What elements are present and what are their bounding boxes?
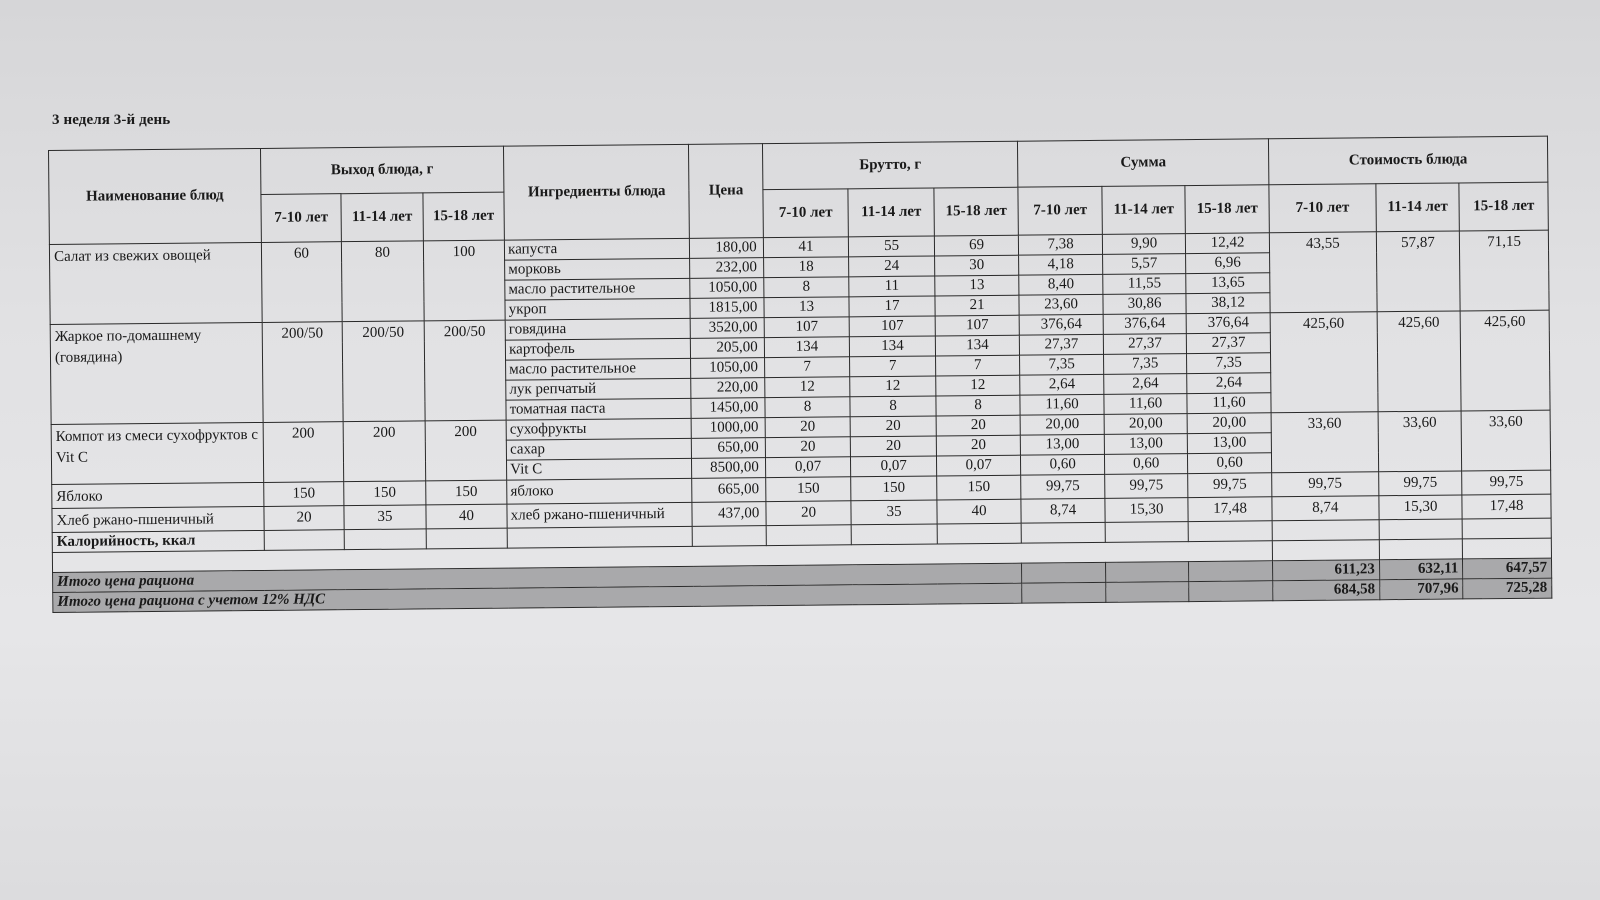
ingredient-brutto: 17 <box>849 296 935 317</box>
header-ingredients: Ингредиенты блюда <box>504 144 690 240</box>
ingredient-brutto: 69 <box>934 235 1019 256</box>
ingredient-brutto: 8 <box>765 397 851 418</box>
ingredient-sum: 5,57 <box>1102 254 1186 275</box>
total-value: 647,57 <box>1463 558 1552 579</box>
header-sum-age2: 11-14 лет <box>1102 186 1186 235</box>
ingredient-brutto: 21 <box>935 295 1020 316</box>
ingredient-price: 665,00 <box>692 478 766 503</box>
calories-cell <box>1021 522 1105 543</box>
ingredient-brutto: 20 <box>850 416 936 437</box>
ingredient-name: масло растительное <box>506 358 692 380</box>
ingredient-brutto: 107 <box>764 317 850 338</box>
ingredient-brutto: 20 <box>766 501 852 526</box>
dish-cost: 71,15 <box>1460 230 1549 311</box>
header-sum-age1: 7-10 лет <box>1018 186 1102 235</box>
ingredient-brutto: 107 <box>935 315 1020 336</box>
ingredient-sum: 7,35 <box>1103 354 1187 375</box>
dish-cost: 99,75 <box>1272 472 1379 497</box>
dish-name: Компот из смеси сухофруктов с Vit C <box>51 422 263 484</box>
ingredient-sum: 30,86 <box>1103 294 1187 315</box>
dish-cost: 17,48 <box>1462 494 1551 519</box>
total-label: Итого цена рациона <box>53 563 1023 592</box>
ingredient-brutto: 40 <box>937 499 1022 524</box>
header-output-age3: 15-18 лет <box>423 192 505 241</box>
dish-cost: 33,60 <box>1378 411 1462 472</box>
dish-cost: 425,60 <box>1460 310 1550 411</box>
ingredient-sum: 17,48 <box>1188 497 1272 522</box>
dish-output: 100 <box>423 240 505 321</box>
ingredient-sum: 2,64 <box>1020 374 1104 395</box>
ingredient-sum: 2,64 <box>1104 374 1188 395</box>
ingredient-brutto: 12 <box>936 375 1021 396</box>
ingredient-name: морковь <box>505 258 691 280</box>
ingredient-sum: 9,90 <box>1102 234 1186 255</box>
ingredient-price: 8500,00 <box>692 458 766 479</box>
dish-output: 200 <box>343 421 425 482</box>
ingredient-name: капуста <box>505 238 691 260</box>
ingredient-brutto: 0,07 <box>936 455 1021 476</box>
ingredient-sum: 20,00 <box>1104 414 1188 435</box>
dish-output: 80 <box>342 241 424 322</box>
header-brutto-age3: 15-18 лет <box>934 187 1019 236</box>
ingredient-brutto: 134 <box>935 335 1020 356</box>
dish-output: 60 <box>261 242 342 323</box>
total-empty-cell <box>1189 561 1273 582</box>
calories-cell <box>693 526 767 547</box>
ingredient-name: сахар <box>506 438 692 460</box>
ingredient-sum: 8,40 <box>1019 274 1103 295</box>
dish-cost: 33,60 <box>1461 410 1550 471</box>
ingredient-sum: 376,64 <box>1103 314 1187 335</box>
table-body <box>49 230 1551 612</box>
ingredient-brutto: 8 <box>936 395 1021 416</box>
calories-cell <box>507 526 693 548</box>
ingredient-sum: 7,35 <box>1020 354 1104 375</box>
ingredient-sum: 2,64 <box>1187 373 1271 394</box>
header-dish-name: Наименование блюд <box>49 148 262 244</box>
ingredient-name: сухофрукты <box>506 418 692 440</box>
ingredient-brutto: 13 <box>764 297 850 318</box>
ingredient-sum: 99,75 <box>1188 473 1272 498</box>
spacer-cell <box>1463 538 1552 559</box>
calories-cell <box>344 529 426 550</box>
ingredient-sum: 13,00 <box>1021 434 1105 455</box>
total-value: 632,11 <box>1379 559 1463 580</box>
calories-cell <box>937 523 1022 544</box>
dish-cost: 8,74 <box>1272 496 1379 521</box>
ingredient-sum: 8,74 <box>1021 498 1105 523</box>
ingredient-brutto: 0,07 <box>851 456 937 477</box>
ingredient-brutto: 55 <box>849 236 935 257</box>
dish-output: 150 <box>263 482 344 507</box>
dish-name: Яблоко <box>52 482 264 508</box>
ingredient-sum: 0,60 <box>1188 453 1272 474</box>
spacer-cell <box>1379 539 1463 560</box>
ingredient-price: 205,00 <box>691 338 765 359</box>
dish-cost: 15,30 <box>1379 495 1463 520</box>
ingredient-sum: 27,37 <box>1187 333 1271 354</box>
dish-output: 200 <box>263 422 344 483</box>
ingredient-name: картофель <box>505 338 691 360</box>
total-label: Итого цена рациона с учетом 12% НДС <box>53 583 1023 612</box>
ingredient-sum: 38,12 <box>1186 293 1270 314</box>
dish-cost: 425,60 <box>1377 311 1461 412</box>
ingredient-name: Vit C <box>507 458 693 480</box>
dish-output: 200/50 <box>342 321 424 422</box>
dish-cost: 99,75 <box>1378 471 1462 496</box>
ingredient-sum: 0,60 <box>1104 454 1188 475</box>
ingredient-sum: 6,96 <box>1186 253 1270 274</box>
ingredient-brutto: 24 <box>849 256 935 277</box>
header-brutto-age2: 11-14 лет <box>848 188 934 237</box>
ingredient-name: говядина <box>505 318 691 340</box>
ingredient-brutto: 20 <box>851 436 937 457</box>
dish-output: 200/50 <box>262 322 343 423</box>
total-value: 725,28 <box>1463 578 1552 599</box>
dish-cost: 33,60 <box>1271 412 1378 473</box>
total-value: 684,58 <box>1273 580 1380 601</box>
ingredient-brutto: 0,07 <box>765 457 851 478</box>
ingredient-sum: 99,75 <box>1105 474 1189 499</box>
spacer-cell <box>1272 540 1379 561</box>
ingredient-brutto: 150 <box>937 475 1022 500</box>
total-empty-cell <box>1105 562 1189 583</box>
ingredient-brutto: 7 <box>935 355 1020 376</box>
ingredient-sum: 11,60 <box>1020 394 1104 415</box>
ingredient-brutto: 134 <box>764 337 850 358</box>
ingredient-price: 1450,00 <box>691 398 765 419</box>
ingredient-name: масло растительное <box>505 278 691 300</box>
ingredient-sum: 13,00 <box>1188 433 1272 454</box>
dish-output: 150 <box>425 480 507 505</box>
ingredient-brutto: 13 <box>935 275 1020 296</box>
header-output-age1: 7-10 лет <box>261 194 342 243</box>
calories-cell <box>1272 520 1379 541</box>
calories-cell <box>1105 522 1189 543</box>
ingredient-sum: 4,18 <box>1019 254 1103 275</box>
ingredient-brutto: 20 <box>936 415 1021 436</box>
dish-cost: 99,75 <box>1462 470 1551 495</box>
ingredient-sum: 7,38 <box>1019 234 1103 255</box>
ingredient-price: 1000,00 <box>692 418 766 439</box>
ingredient-sum: 11,60 <box>1104 394 1188 415</box>
ingredient-brutto: 150 <box>765 477 851 502</box>
total-value: 707,96 <box>1379 579 1463 600</box>
calories-label: Калорийность, ккал <box>52 530 264 552</box>
header-sum-age3: 15-18 лет <box>1185 185 1269 234</box>
ingredient-sum: 0,60 <box>1021 454 1105 475</box>
ingredient-price: 1050,00 <box>691 358 765 379</box>
ingredient-sum: 20,00 <box>1187 413 1271 434</box>
dish-output: 200 <box>425 420 507 481</box>
header-price: Цена <box>689 144 763 239</box>
ration-table <box>48 136 1552 613</box>
ingredient-sum: 27,37 <box>1103 334 1187 355</box>
total-value: 611,23 <box>1272 560 1379 581</box>
ingredient-brutto: 12 <box>764 377 850 398</box>
dish-name: Хлеб ржано-пшеничный <box>52 506 264 532</box>
ingredient-brutto: 20 <box>765 437 851 458</box>
ingredient-sum: 99,75 <box>1021 474 1105 499</box>
ingredient-sum: 376,64 <box>1019 314 1103 335</box>
ingredient-price: 220,00 <box>691 378 765 399</box>
ingredient-sum: 15,30 <box>1105 498 1189 523</box>
ingredient-name: томатная паста <box>506 398 692 420</box>
dish-output: 200/50 <box>424 320 506 421</box>
ration-table-wrap <box>48 136 1552 613</box>
ingredient-sum: 27,37 <box>1020 334 1104 355</box>
header-cost-age2: 11-14 лет <box>1376 183 1460 232</box>
dish-cost: 425,60 <box>1270 312 1378 413</box>
header-cost: Стоимость блюда <box>1268 136 1548 185</box>
ingredient-sum: 376,64 <box>1186 313 1270 334</box>
ingredient-sum: 11,60 <box>1187 393 1271 414</box>
ingredient-brutto: 7 <box>850 356 936 377</box>
ingredient-price: 180,00 <box>690 238 764 259</box>
header-cost-age3: 15-18 лет <box>1459 182 1548 231</box>
ingredient-price: 232,00 <box>690 258 764 279</box>
ingredient-sum: 12,42 <box>1186 233 1270 254</box>
ingredient-name: лук репчатый <box>506 378 692 400</box>
calories-cell <box>426 528 508 549</box>
ingredient-brutto: 41 <box>763 237 849 258</box>
dish-cost: 57,87 <box>1376 231 1460 312</box>
total-empty-cell <box>1022 562 1106 583</box>
ingredient-brutto: 11 <box>849 276 935 297</box>
ingredient-sum: 13,65 <box>1186 273 1270 294</box>
calories-cell <box>1379 519 1463 540</box>
header-sum: Сумма <box>1018 139 1269 187</box>
ingredient-price: 650,00 <box>692 438 766 459</box>
ingredient-sum: 7,35 <box>1187 353 1271 374</box>
dish-name: Жаркое по-домашнему (говядина) <box>50 322 263 424</box>
calories-cell <box>766 525 852 546</box>
ingredient-sum: 23,60 <box>1019 294 1103 315</box>
ingredient-brutto: 8 <box>850 396 936 417</box>
page-title: 3 неделя 3-й день <box>52 112 171 128</box>
ingredient-name: укроп <box>505 298 691 320</box>
ingredient-price: 3520,00 <box>691 318 765 339</box>
ingredient-brutto: 150 <box>851 476 937 501</box>
ingredient-brutto: 107 <box>849 316 935 337</box>
dish-name: Салат из свежих овощей <box>49 242 262 324</box>
total-empty-cell <box>1189 581 1273 602</box>
ingredient-brutto: 35 <box>851 500 937 525</box>
ingredient-brutto: 18 <box>763 257 849 278</box>
dish-output: 20 <box>264 506 345 531</box>
ingredient-brutto: 30 <box>934 255 1019 276</box>
ingredient-price: 437,00 <box>692 502 766 527</box>
ingredient-brutto: 12 <box>850 376 936 397</box>
dish-output: 40 <box>426 504 508 529</box>
header-output-age2: 11-14 лет <box>341 193 423 242</box>
ingredient-brutto: 20 <box>765 417 851 438</box>
calories-cell <box>1462 518 1551 539</box>
ingredient-brutto: 7 <box>764 357 850 378</box>
ingredient-sum: 20,00 <box>1020 414 1104 435</box>
dish-cost: 43,55 <box>1269 232 1377 313</box>
calories-cell <box>1188 521 1272 542</box>
header-brutto: Брутто, г <box>762 141 1018 189</box>
ingredient-brutto: 20 <box>936 435 1021 456</box>
header-brutto-age1: 7-10 лет <box>763 189 849 238</box>
header-output: Выход блюда, г <box>260 146 504 194</box>
dish-output: 35 <box>344 505 426 530</box>
ingredient-brutto: 134 <box>850 336 936 357</box>
ingredient-price: 1815,00 <box>690 298 764 319</box>
calories-cell <box>264 530 345 551</box>
ingredient-sum: 11,55 <box>1103 274 1187 295</box>
total-empty-cell <box>1106 582 1190 603</box>
total-empty-cell <box>1022 582 1106 603</box>
ingredient-price: 1050,00 <box>690 278 764 299</box>
ingredient-name: яблоко <box>507 478 693 504</box>
header-cost-age1: 7-10 лет <box>1269 184 1376 233</box>
ingredient-name: хлеб ржано-пшеничный <box>507 502 693 528</box>
ingredient-brutto: 8 <box>764 277 850 298</box>
ingredient-sum: 13,00 <box>1104 434 1188 455</box>
calories-cell <box>851 524 937 545</box>
dish-output: 150 <box>344 481 426 506</box>
